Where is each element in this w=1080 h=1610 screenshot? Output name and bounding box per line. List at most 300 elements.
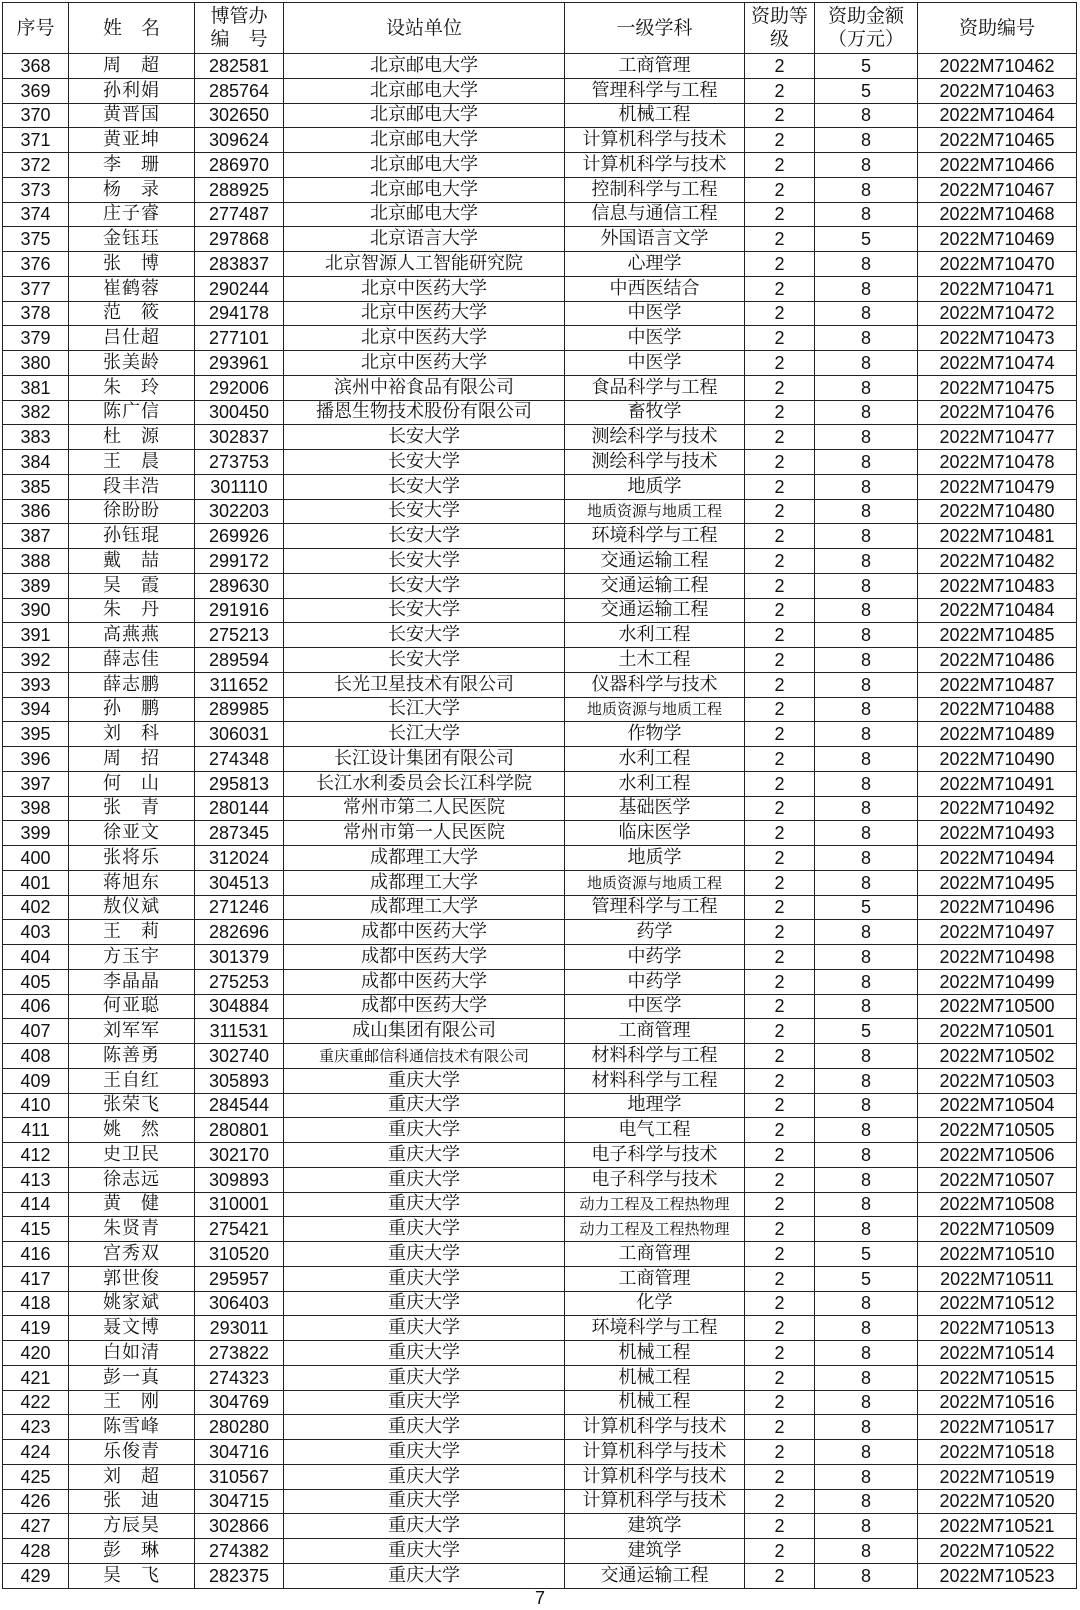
cell-station: 重庆大学 [284,1192,565,1217]
cell-amount: 8 [815,623,918,648]
cell-office-id: 302650 [195,103,284,128]
cell-discipline: 地质学 [565,846,745,871]
cell-name: 王 刚 [69,1390,195,1415]
cell-grant-no: 2022M710521 [918,1514,1077,1539]
cell-amount: 8 [815,598,918,623]
cell-office-id: 274323 [195,1365,284,1390]
cell-name: 吕仕超 [69,326,195,351]
cell-station: 北京中医药大学 [284,326,565,351]
page-number: 7 [534,1588,545,1608]
cell-seq: 418 [3,1291,69,1316]
cell-office-id: 287345 [195,821,284,846]
table-row [3,994,1077,1019]
cell-office-id: 275253 [195,969,284,994]
cell-grant-no: 2022M710505 [918,1118,1077,1143]
cell-amount: 8 [815,1068,918,1093]
cell-amount: 8 [815,920,918,945]
cell-seq: 417 [3,1266,69,1291]
cell-station: 长江水利委员会长江科学院 [284,771,565,796]
cell-station: 重庆大学 [284,1217,565,1242]
cell-grant-no: 2022M710510 [918,1242,1077,1267]
cell-seq: 383 [3,425,69,450]
cell-name: 方辰昊 [69,1514,195,1539]
cell-seq: 375 [3,227,69,252]
cell-grant-no: 2022M710486 [918,648,1077,673]
cell-discipline: 电气工程 [565,1118,745,1143]
cell-name: 史卫民 [69,1143,195,1168]
cell-grant-no: 2022M710519 [918,1464,1077,1489]
cell-name: 何亚聪 [69,994,195,1019]
cell-seq: 402 [3,895,69,920]
table-row [3,549,1077,574]
cell-seq: 399 [3,821,69,846]
cell-name: 张美龄 [69,351,195,376]
cell-station: 重庆大学 [284,1093,565,1118]
cell-station: 北京邮电大学 [284,202,565,227]
table-row [3,1291,1077,1316]
cell-discipline: 电子科学与技术 [565,1167,745,1192]
cell-level: 2 [745,1539,815,1564]
cell-station: 重庆大学 [284,1390,565,1415]
cell-level: 2 [745,202,815,227]
table-row [3,400,1077,425]
table-row [3,202,1077,227]
cell-discipline: 地质学 [565,474,745,499]
cell-station: 成都理工大学 [284,895,565,920]
cell-level: 2 [745,895,815,920]
cell-station: 长江大学 [284,697,565,722]
cell-office-id: 302866 [195,1514,284,1539]
cell-discipline: 信息与通信工程 [565,202,745,227]
cell-level: 2 [745,153,815,178]
cell-office-id: 301379 [195,945,284,970]
cell-name: 宫秀双 [69,1242,195,1267]
cell-grant-no: 2022M710491 [918,771,1077,796]
cell-discipline: 环境科学与工程 [565,1316,745,1341]
cell-office-id: 280280 [195,1415,284,1440]
cell-name: 孙利娟 [69,78,195,103]
cell-seq: 406 [3,994,69,1019]
cell-discipline: 交通运输工程 [565,1563,745,1588]
cell-office-id: 273822 [195,1341,284,1366]
cell-seq: 426 [3,1489,69,1514]
cell-grant-no: 2022M710466 [918,153,1077,178]
cell-seq: 370 [3,103,69,128]
cell-amount: 8 [815,177,918,202]
cell-name: 张 青 [69,796,195,821]
cell-name: 王自红 [69,1068,195,1093]
cell-office-id: 297868 [195,227,284,252]
cell-grant-no: 2022M710467 [918,177,1077,202]
cell-amount: 8 [815,1539,918,1564]
cell-name: 徐志远 [69,1167,195,1192]
table-row [3,1068,1077,1093]
cell-grant-no: 2022M710489 [918,722,1077,747]
cell-level: 2 [745,326,815,351]
cell-station: 长安大学 [284,499,565,524]
table-row [3,1539,1077,1564]
cell-level: 2 [745,227,815,252]
cell-seq: 403 [3,920,69,945]
cell-station: 重庆大学 [284,1316,565,1341]
table-row [3,1489,1077,1514]
cell-level: 2 [745,1093,815,1118]
cell-name: 吴 霞 [69,573,195,598]
cell-level: 2 [745,598,815,623]
cell-amount: 8 [815,573,918,598]
cell-name: 李 珊 [69,153,195,178]
header-name: 姓 名 [69,3,195,54]
cell-seq: 407 [3,1019,69,1044]
cell-office-id: 295957 [195,1266,284,1291]
cell-seq: 396 [3,747,69,772]
cell-office-id: 291916 [195,598,284,623]
header-office-id-line2: 编 号 [210,28,268,50]
cell-level: 2 [745,870,815,895]
cell-name: 刘 科 [69,722,195,747]
cell-name: 周 超 [69,54,195,79]
table-body [3,54,1077,1589]
cell-discipline: 地质资源与地质工程 [565,499,745,524]
cell-grant-no: 2022M710481 [918,524,1077,549]
cell-office-id: 275213 [195,623,284,648]
table-row [3,573,1077,598]
cell-discipline: 计算机科学与技术 [565,1440,745,1465]
cell-discipline: 心理学 [565,252,745,277]
cell-amount: 8 [815,1489,918,1514]
table-row [3,301,1077,326]
table-row [3,870,1077,895]
cell-name: 孙 鹏 [69,697,195,722]
cell-amount: 8 [815,821,918,846]
table-row [3,128,1077,153]
cell-grant-no: 2022M710511 [918,1266,1077,1291]
cell-seq: 421 [3,1365,69,1390]
table-row [3,846,1077,871]
cell-seq: 373 [3,177,69,202]
cell-amount: 8 [815,1167,918,1192]
cell-name: 朱贤青 [69,1217,195,1242]
cell-office-id: 312024 [195,846,284,871]
cell-name: 徐亚文 [69,821,195,846]
cell-discipline: 工商管理 [565,54,745,79]
cell-grant-no: 2022M710487 [918,672,1077,697]
cell-name: 杨 录 [69,177,195,202]
cell-amount: 5 [815,227,918,252]
cell-office-id: 277487 [195,202,284,227]
cell-discipline: 计算机科学与技术 [565,1489,745,1514]
cell-station: 重庆大学 [284,1266,565,1291]
cell-level: 2 [745,573,815,598]
cell-grant-no: 2022M710499 [918,969,1077,994]
cell-seq: 386 [3,499,69,524]
cell-level: 2 [745,499,815,524]
header-level-line1: 资助等 [750,5,808,27]
table-row [3,524,1077,549]
cell-level: 2 [745,623,815,648]
cell-grant-no: 2022M710473 [918,326,1077,351]
cell-station: 重庆大学 [284,1440,565,1465]
cell-office-id: 289594 [195,648,284,673]
cell-name: 高燕燕 [69,623,195,648]
cell-seq: 391 [3,623,69,648]
cell-grant-no: 2022M710509 [918,1217,1077,1242]
cell-name: 刘军军 [69,1019,195,1044]
cell-grant-no: 2022M710480 [918,499,1077,524]
cell-name: 孙钰琨 [69,524,195,549]
cell-grant-no: 2022M710488 [918,697,1077,722]
cell-level: 2 [745,450,815,475]
cell-discipline: 机械工程 [565,1365,745,1390]
cell-seq: 369 [3,78,69,103]
cell-seq: 416 [3,1242,69,1267]
cell-office-id: 282581 [195,54,284,79]
cell-discipline: 基础医学 [565,796,745,821]
cell-grant-no: 2022M710468 [918,202,1077,227]
cell-amount: 8 [815,945,918,970]
cell-office-id: 282696 [195,920,284,945]
table-row [3,623,1077,648]
cell-station: 北京中医药大学 [284,351,565,376]
cell-discipline: 管理科学与工程 [565,78,745,103]
cell-station: 长安大学 [284,549,565,574]
cell-discipline: 化学 [565,1291,745,1316]
cell-station: 重庆大学 [284,1464,565,1489]
cell-level: 2 [745,1464,815,1489]
cell-level: 2 [745,920,815,945]
cell-name: 张 博 [69,252,195,277]
cell-amount: 8 [815,351,918,376]
cell-station: 北京智源人工智能研究院 [284,252,565,277]
header-level [745,3,815,54]
cell-name: 彭一真 [69,1365,195,1390]
cell-discipline: 中西医结合 [565,276,745,301]
cell-seq: 371 [3,128,69,153]
cell-grant-no: 2022M710478 [918,450,1077,475]
cell-grant-no: 2022M710479 [918,474,1077,499]
cell-seq: 413 [3,1167,69,1192]
cell-office-id: 285764 [195,78,284,103]
cell-discipline: 地质资源与地质工程 [565,870,745,895]
cell-station: 北京语言大学 [284,227,565,252]
cell-station: 长安大学 [284,450,565,475]
cell-level: 2 [745,474,815,499]
cell-discipline: 土木工程 [565,648,745,673]
cell-level: 2 [745,425,815,450]
cell-amount: 8 [815,153,918,178]
cell-level: 2 [745,1242,815,1267]
cell-office-id: 304884 [195,994,284,1019]
cell-discipline: 建筑学 [565,1514,745,1539]
cell-amount: 8 [815,1514,918,1539]
cell-name: 薛志鹏 [69,672,195,697]
cell-discipline: 测绘科学与技术 [565,450,745,475]
cell-grant-no: 2022M710474 [918,351,1077,376]
table-row [3,1365,1077,1390]
cell-level: 2 [745,400,815,425]
cell-office-id: 304715 [195,1489,284,1514]
cell-name: 张将乐 [69,846,195,871]
cell-grant-no: 2022M710497 [918,920,1077,945]
cell-office-id: 274382 [195,1539,284,1564]
cell-seq: 414 [3,1192,69,1217]
cell-level: 2 [745,1019,815,1044]
cell-level: 2 [745,1390,815,1415]
cell-grant-no: 2022M710483 [918,573,1077,598]
cell-grant-no: 2022M710513 [918,1316,1077,1341]
cell-level: 2 [745,1167,815,1192]
cell-amount: 8 [815,771,918,796]
cell-name: 蒋旭东 [69,870,195,895]
cell-office-id: 290244 [195,276,284,301]
cell-station: 北京邮电大学 [284,153,565,178]
cell-level: 2 [745,1291,815,1316]
cell-office-id: 309624 [195,128,284,153]
cell-seq: 376 [3,252,69,277]
cell-grant-no: 2022M710490 [918,747,1077,772]
cell-name: 白如清 [69,1341,195,1366]
cell-discipline: 外国语言文学 [565,227,745,252]
cell-amount: 8 [815,1217,918,1242]
cell-amount: 8 [815,1563,918,1588]
header-amount-line2: （万元） [827,28,904,50]
cell-name: 范 筱 [69,301,195,326]
table-row [3,1019,1077,1044]
cell-level: 2 [745,351,815,376]
table-row [3,252,1077,277]
header-grant-no: 资助编号 [918,3,1077,54]
table-row [3,672,1077,697]
cell-amount: 8 [815,1192,918,1217]
cell-grant-no: 2022M710522 [918,1539,1077,1564]
cell-station: 重庆大学 [284,1365,565,1390]
cell-amount: 8 [815,870,918,895]
cell-level: 2 [745,1489,815,1514]
cell-seq: 427 [3,1514,69,1539]
table-row [3,1341,1077,1366]
cell-station: 滨州中裕食品有限公司 [284,375,565,400]
table-row [3,177,1077,202]
cell-office-id: 311652 [195,672,284,697]
cell-office-id: 310567 [195,1464,284,1489]
cell-grant-no: 2022M710494 [918,846,1077,871]
cell-grant-no: 2022M710484 [918,598,1077,623]
cell-name: 朱 丹 [69,598,195,623]
cell-grant-no: 2022M710476 [918,400,1077,425]
table-row [3,697,1077,722]
cell-name: 段丰浩 [69,474,195,499]
cell-level: 2 [745,177,815,202]
cell-office-id: 277101 [195,326,284,351]
table-row [3,1266,1077,1291]
cell-amount: 8 [815,969,918,994]
cell-grant-no: 2022M710504 [918,1093,1077,1118]
cell-name: 张 迪 [69,1489,195,1514]
cell-amount: 8 [815,252,918,277]
cell-office-id: 295813 [195,771,284,796]
cell-seq: 409 [3,1068,69,1093]
cell-name: 庄子睿 [69,202,195,227]
cell-grant-no: 2022M710462 [918,54,1077,79]
cell-station: 常州市第二人民医院 [284,796,565,821]
cell-office-id: 306031 [195,722,284,747]
cell-name: 徐盼盼 [69,499,195,524]
cell-seq: 388 [3,549,69,574]
cell-office-id: 288925 [195,177,284,202]
cell-name: 郭世俊 [69,1266,195,1291]
cell-discipline: 管理科学与工程 [565,895,745,920]
cell-station: 重庆大学 [284,1167,565,1192]
cell-discipline: 电子科学与技术 [565,1143,745,1168]
cell-amount: 5 [815,1019,918,1044]
cell-seq: 415 [3,1217,69,1242]
cell-grant-no: 2022M710516 [918,1390,1077,1415]
cell-name: 何 山 [69,771,195,796]
cell-name: 姚 然 [69,1118,195,1143]
cell-station: 重庆大学 [284,1068,565,1093]
cell-station: 长安大学 [284,648,565,673]
cell-discipline: 工商管理 [565,1242,745,1267]
cell-level: 2 [745,1514,815,1539]
cell-station: 重庆大学 [284,1563,565,1588]
cell-office-id: 302837 [195,425,284,450]
cell-level: 2 [745,697,815,722]
table-row [3,1390,1077,1415]
cell-station: 重庆大学 [284,1118,565,1143]
cell-discipline: 畜牧学 [565,400,745,425]
cell-discipline: 控制科学与工程 [565,177,745,202]
cell-grant-no: 2022M710515 [918,1365,1077,1390]
cell-grant-no: 2022M710469 [918,227,1077,252]
cell-amount: 8 [815,697,918,722]
cell-grant-no: 2022M710498 [918,945,1077,970]
header-amount [815,3,918,54]
cell-amount: 8 [815,1044,918,1069]
cell-office-id: 280144 [195,796,284,821]
cell-seq: 392 [3,648,69,673]
cell-station: 播恩生物技术股份有限公司 [284,400,565,425]
table-row [3,796,1077,821]
cell-office-id: 292006 [195,375,284,400]
cell-discipline: 计算机科学与技术 [565,128,745,153]
cell-amount: 5 [815,1242,918,1267]
table-row [3,1044,1077,1069]
cell-level: 2 [745,128,815,153]
cell-discipline: 地质资源与地质工程 [565,697,745,722]
cell-name: 刘 超 [69,1464,195,1489]
cell-grant-no: 2022M710508 [918,1192,1077,1217]
cell-level: 2 [745,796,815,821]
cell-level: 2 [745,252,815,277]
cell-discipline: 中药学 [565,945,745,970]
table-row [3,1563,1077,1588]
cell-discipline: 交通运输工程 [565,598,745,623]
table-row [3,1514,1077,1539]
cell-level: 2 [745,969,815,994]
cell-seq: 377 [3,276,69,301]
cell-amount: 8 [815,1464,918,1489]
cell-office-id: 299172 [195,549,284,574]
cell-discipline: 仪器科学与技术 [565,672,745,697]
cell-level: 2 [745,375,815,400]
cell-station: 成山集团有限公司 [284,1019,565,1044]
cell-level: 2 [745,771,815,796]
cell-seq: 425 [3,1464,69,1489]
cell-level: 2 [745,1365,815,1390]
cell-grant-no: 2022M710477 [918,425,1077,450]
cell-name: 方玉宇 [69,945,195,970]
table-row [3,103,1077,128]
